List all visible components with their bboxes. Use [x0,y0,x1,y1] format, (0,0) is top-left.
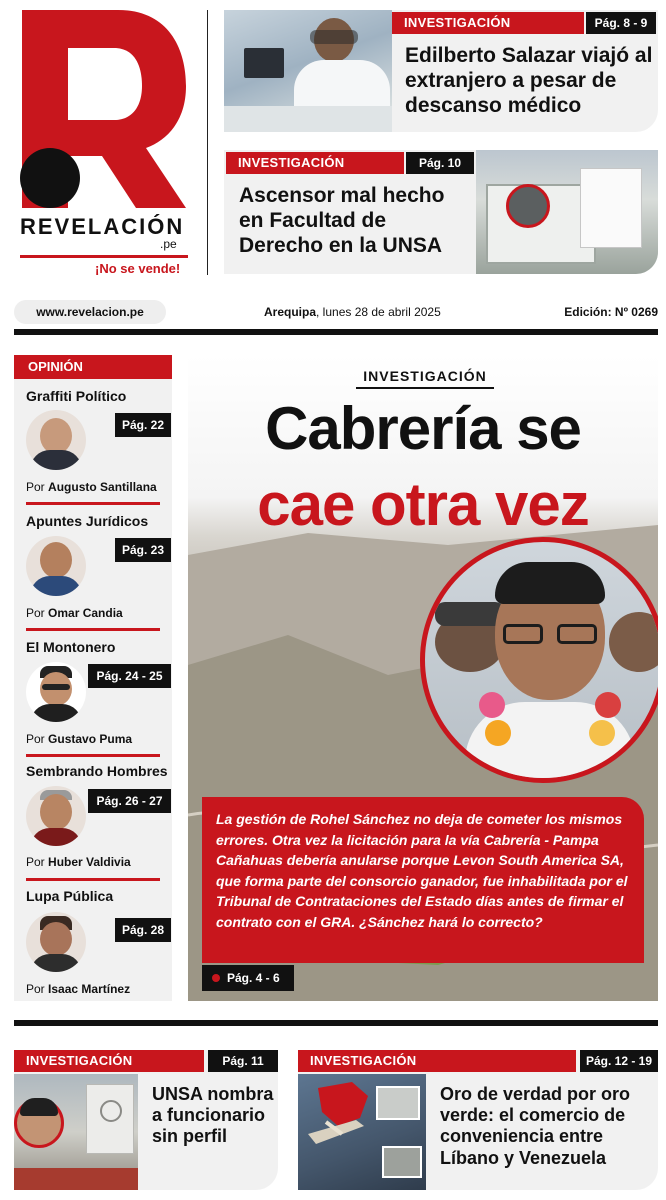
dateline-date: , lunes 28 de abril 2025 [316,305,441,319]
opinion-title-3[interactable]: El Montonero [26,639,116,655]
dateline [264,300,441,324]
bottom-story-1[interactable] [14,1050,278,1190]
opinion-author-5: Por Isaac Martínez [26,982,131,996]
website-link[interactable]: www.revelacion.pe [14,300,166,324]
brand-underline [20,255,188,258]
bottom-story-1-photo [14,1074,138,1190]
bottom-story-1-page: Pág. 11 [208,1050,278,1072]
opinion-page-2: Pág. 23 [115,538,171,562]
info-bar-rule [14,329,658,335]
top-story-2[interactable] [224,150,658,274]
brand-domain: .pe [160,237,177,251]
opinion-separator-1 [26,502,160,505]
main-headline-line-1: Cabrería se [265,395,581,462]
opinion-separator-2 [26,628,160,631]
top-story-1-photo [224,10,392,132]
bottom-story-2-headline: Oro de verdad por oro verde: el comercio de conveniencia entre Líbano y Venezuela [440,1084,631,1168]
opinion-author-2: Por Omar Candia [26,606,123,620]
main-story-page-badge [202,965,294,991]
opinion-page-1: Pág. 22 [115,413,171,437]
avatar-puma [26,662,86,722]
avatar-santillana [26,410,86,470]
avatar-martinez [26,912,86,972]
main-story-page: Pág. 4 - 6 [227,971,280,985]
opinion-page-4: Pág. 26 - 27 [88,789,171,813]
opinion-title-2[interactable]: Apuntes Jurídicos [26,513,149,529]
logo-r-icon [18,8,190,223]
top-story-2-photo [476,150,658,274]
bottom-story-2-tag: INVESTIGACIÓN [298,1050,576,1072]
info-bar [14,298,658,338]
bottom-rule [14,1020,658,1026]
main-summary-text: La gestión de Rohel Sánchez no deja de cometer los mismos errores. Otra vez la licitación para la vía Cabrería - Pampa Cañahuas debería anularse porque Levon South America SA, que forma parte del consorcio ganador, fue inhabilitada por el Tribunal de Contrataciones del Estado días antes de firmar el contrato con el GRA. ¿Sánchez hará lo correcto? [216,811,628,930]
opinion-author-4: Por Huber Valdivia [26,855,131,869]
top-story-1-headline: Edilberto Salazar viajó al extranjero a pesar de descanso médico [405,44,653,117]
edition-number: Edición: Nº 0269 [564,305,658,319]
opinion-header [14,355,172,379]
main-story[interactable] [188,355,658,1001]
bottom-story-1-tag: INVESTIGACIÓN [14,1050,204,1072]
opinion-page-5: Pág. 28 [115,918,171,942]
bottom-story-2-photo [298,1074,426,1190]
main-portrait [420,537,658,783]
main-summary-box [202,797,644,963]
opinion-title-5[interactable]: Lupa Pública [26,888,114,904]
opinion-author-3: Por Gustavo Puma [26,732,133,746]
top-story-1-page: Pág. 8 - 9 [586,12,656,34]
main-headline-line-2: cae otra vez [257,471,589,538]
top-story-2-page: Pág. 10 [406,152,474,174]
avatar-valdivia [26,786,86,846]
bottom-story-2-page: Pág. 12 - 19 [580,1050,658,1072]
main-page-dot-icon [212,974,220,982]
bottom-story-2[interactable] [298,1050,658,1190]
brand-slogan: ¡No se vende! [95,261,181,276]
brand-name: REVELACIÓN [20,214,185,239]
top-story-2-tag: INVESTIGACIÓN [226,152,404,174]
top-story-1[interactable] [224,10,658,132]
opinion-header-label: OPINIÓN [28,359,83,374]
opinion-page-3: Pág. 24 - 25 [88,664,171,688]
opinion-separator-3 [26,754,160,757]
dateline-city: Arequipa [264,305,317,319]
opinion-separator-4 [26,878,160,881]
opinion-author-1: Por Augusto Santillana [26,480,157,494]
top-story-2-headline: Ascensor mal hecho en Facultad de Derecho en la UNSA [239,184,445,257]
opinion-title-4[interactable]: Sembrando Hombres [26,763,168,779]
bottom-story-1-headline: UNSA nombra a funcionario sin perfil [152,1084,274,1147]
masthead-divider [207,10,208,275]
opinion-title-1[interactable]: Graffiti Político [26,388,127,404]
avatar-candia [26,536,86,596]
main-story-tag: INVESTIGACIÓN [356,365,494,389]
top-story-1-tag: INVESTIGACIÓN [392,12,584,34]
